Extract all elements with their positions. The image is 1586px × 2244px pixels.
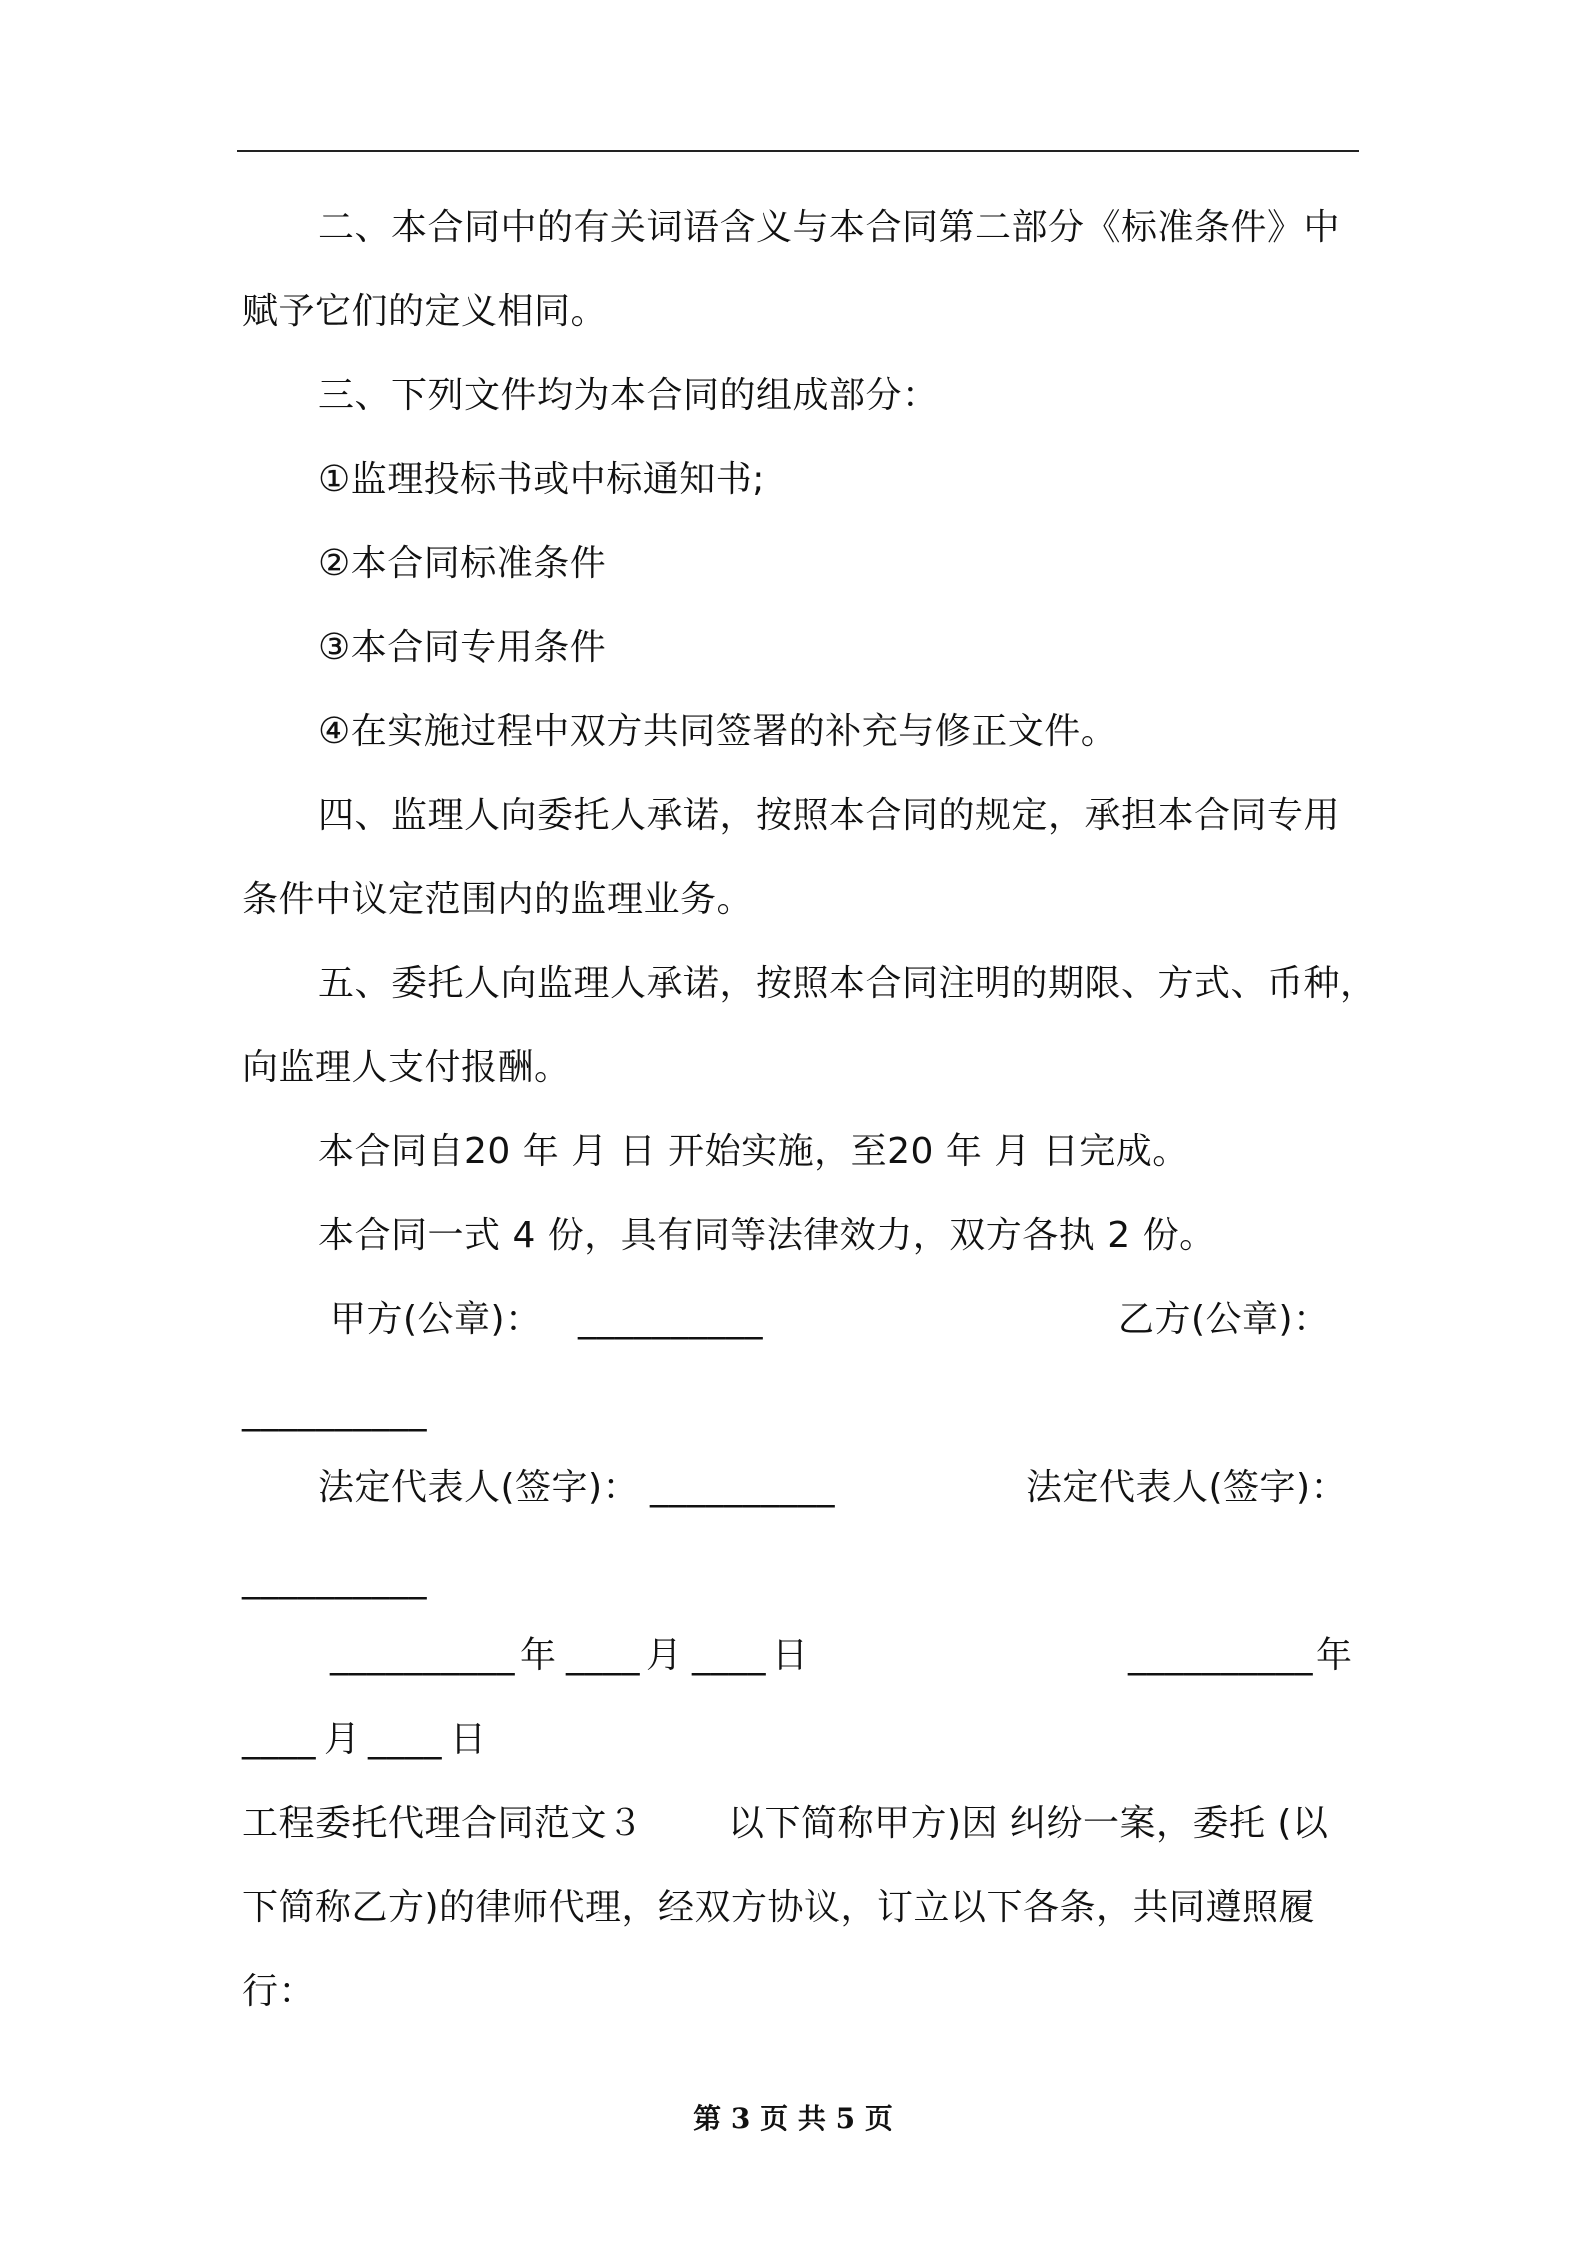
date-b-day-blank: ____ bbox=[368, 1719, 442, 1760]
section-title: 工程委托代理合同范文３ bbox=[242, 1803, 644, 1844]
header-rule bbox=[237, 150, 1359, 152]
date-a-month: 月 bbox=[646, 1635, 683, 1676]
clause-2-line-1: 二、本合同中的有关词语含义与本合同第二部分《标准条件》中 bbox=[318, 207, 1341, 248]
list-item-1: ①监理投标书或中标通知书; bbox=[318, 459, 765, 500]
contract-term: 本合同自20 年 月 日 开始实施，至20 年 月 日完成。 bbox=[318, 1131, 1189, 1172]
section-intro-line-1: 以下简称甲方)因 纠纷一案，委托 (以 bbox=[728, 1803, 1329, 1844]
date-b-year-blank: __________ bbox=[1128, 1635, 1313, 1676]
section-intro-line-3: 行： bbox=[242, 1971, 316, 2012]
list-item-3: ③本合同专用条件 bbox=[318, 627, 607, 668]
date-a-month-blank: ____ bbox=[566, 1635, 640, 1676]
list-item-2: ②本合同标准条件 bbox=[318, 543, 607, 584]
date-b-year: 年 bbox=[1316, 1635, 1353, 1676]
clause-2-line-2: 赋予它们的定义相同。 bbox=[242, 291, 608, 332]
date-a-day-blank: ____ bbox=[692, 1635, 766, 1676]
rep-b-label: 法定代表人(签字)： bbox=[1026, 1467, 1348, 1508]
rep-a-blank: __________ bbox=[650, 1467, 835, 1508]
page-number: 第 3 页 共 5 页 bbox=[693, 2102, 893, 2135]
clause-5-line-2: 向监理人支付报酬。 bbox=[242, 1047, 571, 1088]
date-a-year-blank: __________ bbox=[330, 1635, 515, 1676]
section-intro-line-2: 下简称乙方)的律师代理，经双方协议，订立以下各条，共同遵照履 bbox=[242, 1887, 1316, 1928]
clause-4-line-1: 四、监理人向委托人承诺，按照本合同的规定，承担本合同专用 bbox=[318, 795, 1341, 836]
clause-3: 三、下列文件均为本合同的组成部分： bbox=[318, 375, 939, 416]
date-b-day: 日 bbox=[450, 1719, 487, 1760]
party-b-seal-blank: __________ bbox=[242, 1391, 427, 1432]
rep-b-blank: __________ bbox=[242, 1559, 427, 1600]
date-b-month: 月 bbox=[324, 1719, 361, 1760]
rep-a-label: 法定代表人(签字)： bbox=[318, 1467, 640, 1508]
clause-4-line-2: 条件中议定范围内的监理业务。 bbox=[242, 879, 754, 920]
contract-copies: 本合同一式 4 份，具有同等法律效力，双方各执 2 份。 bbox=[318, 1215, 1216, 1256]
party-b-seal-label: 乙方(公章)： bbox=[1118, 1299, 1330, 1340]
party-a-seal-label: 甲方(公章)： bbox=[330, 1299, 542, 1340]
date-a-year: 年 bbox=[520, 1635, 557, 1676]
party-a-seal-blank: __________ bbox=[578, 1299, 763, 1340]
date-b-month-blank: ____ bbox=[242, 1719, 316, 1760]
clause-5-line-1: 五、委托人向监理人承诺，按照本合同注明的期限、方式、币种， bbox=[318, 963, 1377, 1004]
list-item-4: ④在实施过程中双方共同签署的补充与修正文件。 bbox=[318, 711, 1118, 752]
date-a-day: 日 bbox=[772, 1635, 809, 1676]
